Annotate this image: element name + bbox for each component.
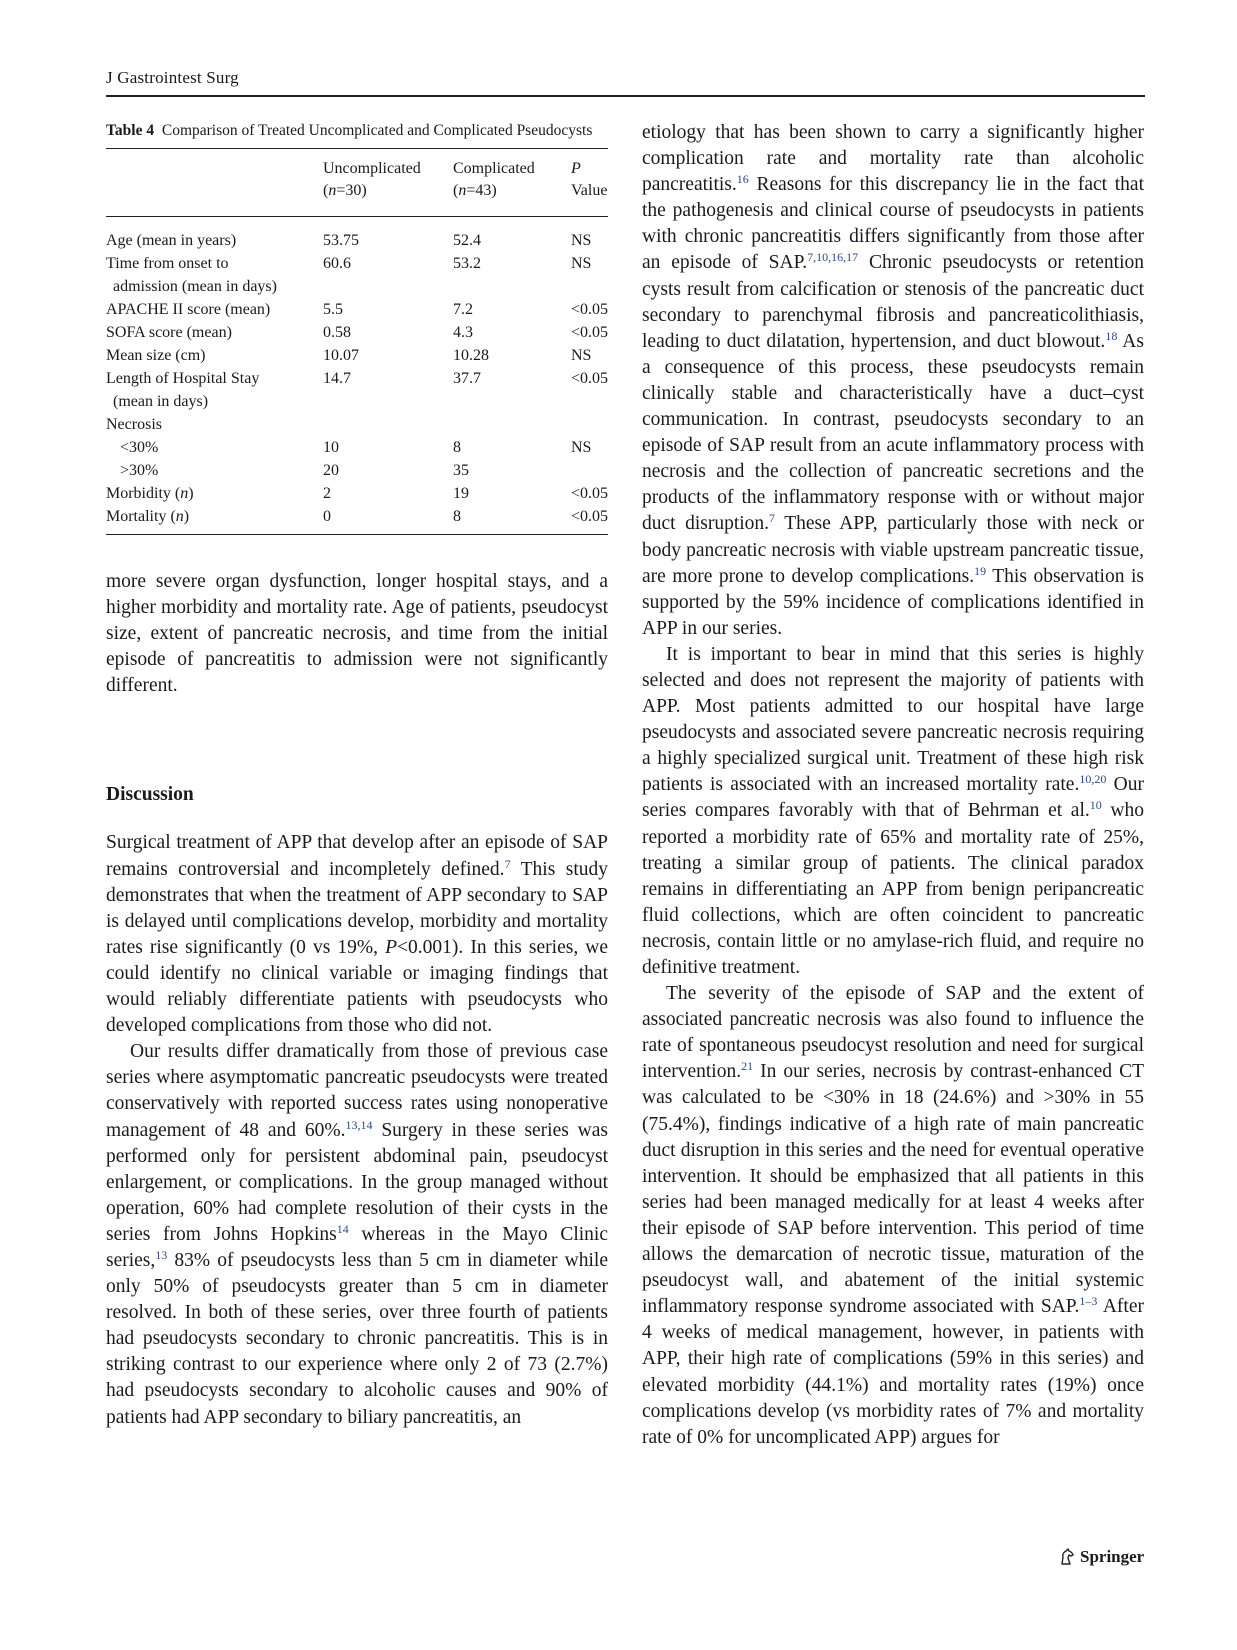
table-header xyxy=(106,158,608,202)
paragraph-discussion-1: Surgical treatment of APP that develop after an episode of SAP remains controversial and incompletely defined.$^7$ This study demonstrates that when the treatment of APP secondary to SAP is delayed until complications develop, morbidity and mortality rates rise significantly (0 vs 19%, P<0.001). In this series, we could identify no clinical variable or imaging findings that would reliably differentiate patients with pseudocysts who developed complications from those who did not. xyxy=(106,832,609,1037)
citation: 10,20 xyxy=(1079,772,1107,787)
right-column xyxy=(642,120,1144,1451)
table-label: Table 4 xyxy=(106,122,155,139)
citation: 1–3 xyxy=(1079,1294,1098,1309)
table-row: Morbidity (n) 2 19 <0.05 xyxy=(106,485,608,502)
table-row: (mean in days) xyxy=(113,393,209,410)
table-body xyxy=(106,229,608,528)
citation: 16 xyxy=(736,172,749,187)
citation: 18 xyxy=(1105,328,1118,343)
table-row: Age (mean in years) 53.75 52.4 NS xyxy=(106,232,592,249)
section-heading-discussion: Discussion xyxy=(106,784,194,806)
paragraph-severity: The severity of the episode of SAP and the extent of associated pancreatic necrosis was also found to influence the rate of spontaneous pseudocyst resolution and need for surgical intervention.$^{21}$ In our series, necrosis by contrast-enhanced CT was calculated to be <30% in 18 (24.6%) and >30% in 55 (75.4%), findings indicative of a high rate of main pancreatic duct disruption in this series and the need for eventual operative intervention. It should be emphasized that all patients in this series had been managed medically for at least 4 weeks after their episode of SAP before intervention. This period of time allows the demarcation of necrotic tissue, maturation of the pseudocyst wall, and abatement of the initial systemic inflammatory response syndrome associated with SAP.$^{1-3}$ After 4 weeks of medical management, however, in patients with APP, their high rate of complications (59% in this series) and elevated morbidity (44.1%) and mortality rates (19%) once complications develop (vs morbidity rates of 7% and mortality rate of 0% for uncomplicated APP) argues for xyxy=(642,983,1144,1448)
citation: 19 xyxy=(974,563,987,578)
citation: 13 xyxy=(155,1247,168,1262)
table-row: admission (mean in days) xyxy=(113,278,277,295)
publisher-name: Springer xyxy=(1080,1547,1145,1566)
publisher-logo xyxy=(1058,1547,1144,1567)
running-head: J Gastrointest Surg xyxy=(106,68,239,87)
table-row: Time from onset to 60.6 53.2 NS xyxy=(106,255,592,272)
table-title: Comparison of Treated Uncomplicated and Complicated Pseudocysts xyxy=(161,122,593,139)
paragraph-discussion-2: Our results differ dramatically from those of previous case series where asymptomatic pancreatic pseudocysts were treated conservatively with reported success rates using nonoperative management of 48 and 60%.$^{13,14}$ Surgery in these series was performed only for persistent abdominal pain, pseudocyst enlargement, or complications. In the group managed without operation, 60% had complete resolution of their cysts in the series from Johns Hopkins$^{14}$ whereas in the Mayo Clinic series,$^{13}$ 83% of pseudocysts less than 5 cm in diameter while only 50% of pseudocysts greater than 5 cm in diameter resolved. In both of these series, over three fourth of patients had pseudocysts secondary to chronic pancreatitis. This is in striking contrast to our experience where only 2 of 73 (2.7%) had pseudocysts secondary to alcoholic causes and 90% of patients had APP secondary to biliary pancreatitis, an xyxy=(106,1041,609,1428)
springer-horse-icon xyxy=(1058,1548,1076,1566)
citation: 7 xyxy=(504,856,511,871)
paragraph-results-summary: more severe organ dysfunction, longer hospital stays, and a higher morbidity and mortality rate. Age of patients, pseudocyst size, extent of pancreatic necrosis, and time from the initial episode of pancreatitis to admission were not significantly different. xyxy=(106,571,608,697)
table-caption xyxy=(106,120,608,141)
paragraph-selection-bias: It is important to bear in mind that this series is highly selected and does not represent the majority of patients with APP. Most patients admitted to our hospital have large pseudocysts and associated severe pancreatic necrosis requiring a highly specialized surgical unit. Treatment of these high risk patients is associated with an increased mortality rate.$^{10,20}$ Our series compares favorably with that of Behrman et al.$^{10}$ who reported a morbidity rate of 65% and mortality rate of 25%, treating a similar group of patients. The clinical paradox remains in differentiating an APP from benign peripancreatic fluid collections, which are often coincident to pancreatic necrosis, contain little or no amylase-rich fluid, and require no definitive treatment. xyxy=(642,643,1144,978)
table-row: SOFA score (mean) 0.58 4.3 <0.05 xyxy=(106,324,608,341)
citation: 7,10,16,17 xyxy=(807,250,859,265)
paragraph-etiology: etiology that has been shown to carry a significantly higher complication rate and mortality rate than alcoholic pancreatitis.$^{16}$ Reasons for this discrepancy lie in the fact that the pathogenesis and clinical course of pseudocysts in patients with chronic pancreatitis differs significantly from those after an episode of SAP.$^{7,10,16,17}$ Chronic pseudocysts or retention cysts result from calcification or stenosis of the pancreatic duct secondary to parenchymal fibrosis and pancreaticolithiasis, leading to duct dilatation, hypertension, and duct blowout.$^{18}$ As a consequence of this process, these pseudocysts remain clinically stable and characteristically have a duct–cyst communication. In contrast, pseudocysts secondary to an episode of SAP result from an acute inflammatory process with necrosis and the collection of pancreatic secretions and the products of the inflammatory response with or without major duct disruption.$^7$ These APP, particularly those with neck or body pancreatic necrosis with viable upstream pancreatic tissue, are more prone to develop complications.$^{19}$ This observation is supported by the 59% incidence of complications identified in APP in our series. xyxy=(642,122,1144,639)
citation: 21 xyxy=(741,1059,754,1074)
table-row: <30% 10 8 NS xyxy=(120,439,592,456)
table-row: Mean size (cm) 10.07 10.28 NS xyxy=(106,347,592,364)
citation: 7 xyxy=(769,511,776,526)
table-row: >30% 20 35 xyxy=(120,462,469,479)
header-rule xyxy=(106,95,1145,97)
citation: 14 xyxy=(336,1221,349,1236)
table-bottom-rule xyxy=(106,534,608,535)
citation: 10 xyxy=(1089,798,1102,813)
table-row: Mortality (n) 0 8 <0.05 xyxy=(106,508,608,525)
col-header-complicated: Complicated (n=43) xyxy=(453,160,535,199)
table-row: Length of Hospital Stay 14.7 37.7 <0.05 xyxy=(106,370,608,387)
citation: 13,14 xyxy=(345,1117,373,1132)
left-column xyxy=(106,120,608,1431)
col-header-blank xyxy=(106,158,323,202)
table-row: Necrosis xyxy=(106,416,162,433)
table-row: APACHE II score (mean) 5.5 7.2 <0.05 xyxy=(106,301,608,318)
col-header-uncomplicated: Uncomplicated (n=30) xyxy=(323,160,421,199)
col-header-p-value: P Value xyxy=(571,160,608,199)
